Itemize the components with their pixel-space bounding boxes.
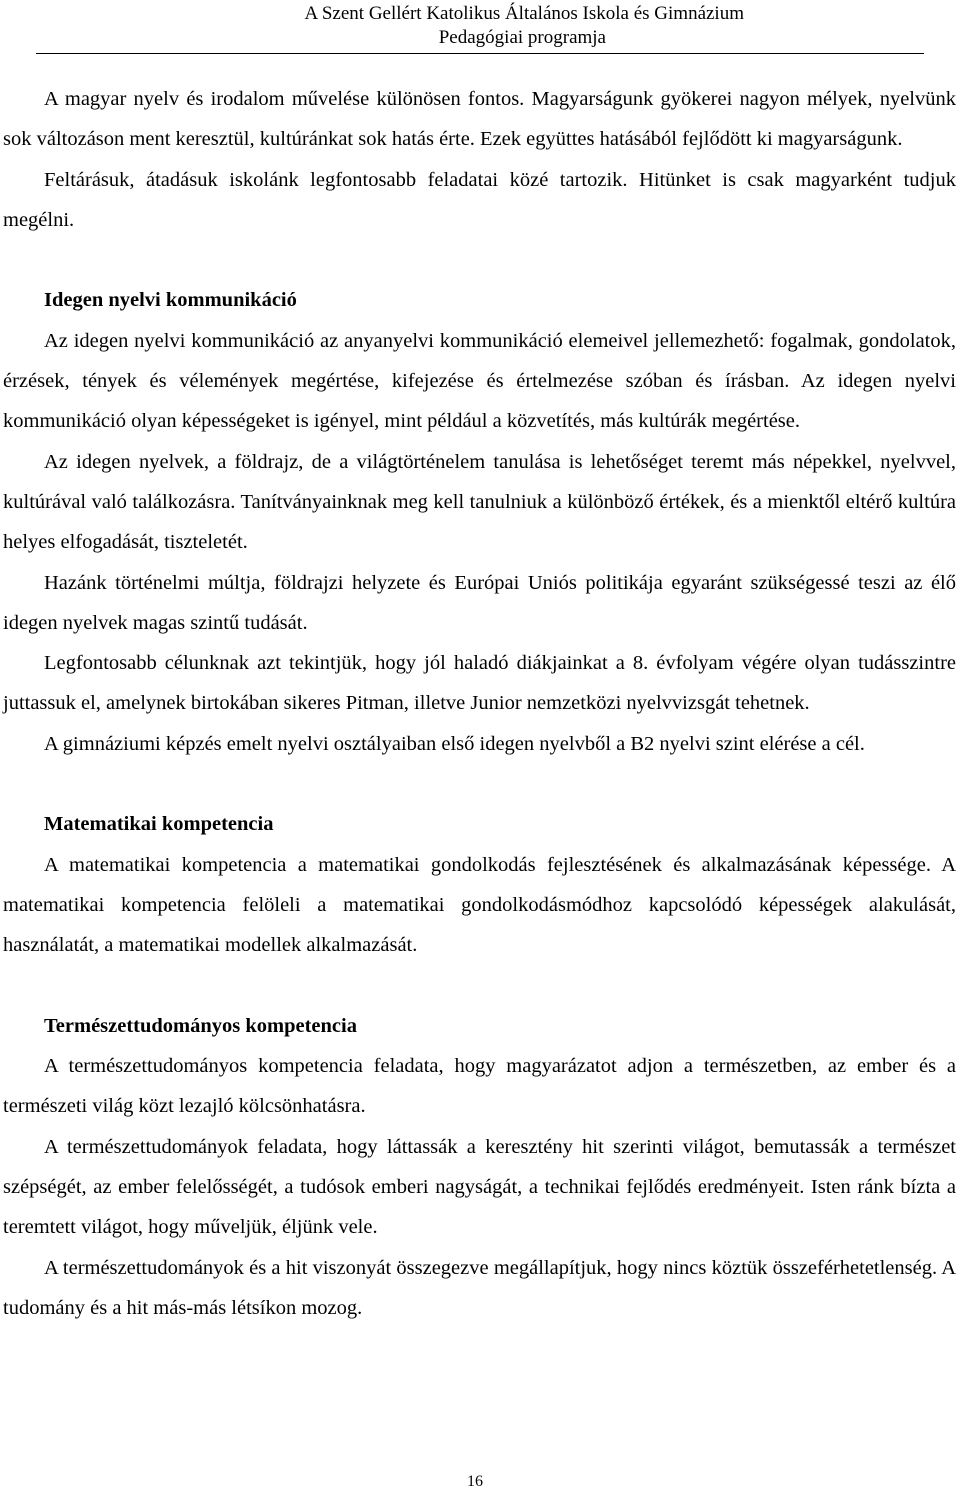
paragraph: A természettudományos kompetencia feladata, hogy magyarázatot adjon a természetben, az ember és a természeti világ közt lezajló kölcsönhatásra. — [3, 1055, 956, 1118]
header-document-title: Pedagógiai programja — [438, 27, 606, 48]
paragraph: A magyar nyelv és irodalom művelése különösen fontos. Magyarságunk gyökerei nagyon mélyek, nyelvünk sok változáson ment keresztül, kultúránkat sok hatás érte. Ezek együttes hatásából fejlődött ki magyarságunk. — [3, 88, 956, 151]
section-termeszettudomanyos-kompetencia — [3, 1006, 956, 1328]
section-spacer — [3, 240, 956, 280]
section-heading: Természettudományos kompetencia — [44, 1014, 357, 1037]
paragraph: Feltárásuk, átadásuk iskolánk legfontosabb feladatai közé tartozik. Hitünket is csak magyarként tudjuk megélni. — [3, 168, 956, 231]
header-divider — [36, 53, 924, 54]
section-heading: Idegen nyelvi kommunikáció — [44, 289, 297, 312]
paragraph: Az idegen nyelvek, a földrajz, de a világtörténelem tanulása is lehetőséget teremt más népekkel, nyelvvel, kultúrával való találkozásra. Tanítványainknak meg kell tanulniuk a különböző értékek, és a mienktől eltérő kultúra helyes elfogadását, tiszteletét. — [3, 450, 956, 554]
page-number: 16 — [467, 1473, 483, 1490]
section-matematikai-kompetencia — [3, 804, 956, 965]
section-magyar-nyelv — [3, 79, 956, 240]
paragraph: A matematikai kompetencia a matematikai gondolkodás fejlesztésének és alkalmazásának képessége. A matematikai kompetencia felöleli a matematikai gondolkodásmódhoz kapcsolódó képességek alakulását, használatát, a matematikai modellek alkalmazását. — [3, 853, 956, 957]
section-idegen-nyelvi-kommunikacio — [3, 280, 956, 764]
section-heading: Matematikai kompetencia — [44, 813, 274, 836]
paragraph: A természettudományok feladata, hogy láttassák a keresztény hit szerinti világot, bemutassák a természet szépségét, az ember felelősségét, a tudósok emberi nagyságát, a technikai fejlődés eredményeit. Isten ránk bízta a teremtett világot, hogy műveljük, éljünk vele. — [3, 1135, 956, 1239]
paragraph: Legfontosabb célunknak azt tekintjük, hogy jól haladó diákjainkat a 8. évfolyam végére olyan tudásszintre juttassuk el, amelynek birtokában sikeres Pitman, illetve Junior nemzetközi nyelvvizsgát tehetnek. — [3, 652, 956, 715]
document-body — [3, 79, 956, 1328]
header-school-name: A Szent Gellért Katolikus Általános Iskola és Gimnázium — [304, 3, 744, 24]
paragraph: Az idegen nyelvi kommunikáció az anyanyelvi kommunikáció elemeivel jellemezhető: fogalmak, gondolatok, érzések, tények és vélemények megértése, kifejezése és értelmezése szóban és írásban. Az idegen nyelvi kommunikáció olyan képességeket is igényel, mint például a közvetítés, más kultúrák megértése. — [3, 329, 956, 433]
page-header — [0, 2, 960, 54]
paragraph: Hazánk történelmi múltja, földrajzi helyzete és Európai Uniós politikája egyaránt szükségessé teszi az élő idegen nyelvek magas szintű tudását. — [3, 571, 956, 634]
section-spacer — [3, 764, 956, 804]
section-spacer — [3, 966, 956, 1006]
paragraph: A természettudományok és a hit viszonyát összegezve megállapítjuk, hogy nincs köztük összeférhetetlenség. A tudomány és a hit más-más létsíkon mozog. — [3, 1256, 956, 1319]
paragraph: A gimnáziumi képzés emelt nyelvi osztályaiban első idegen nyelvből a B2 nyelvi szint elérése a cél. — [44, 732, 865, 755]
